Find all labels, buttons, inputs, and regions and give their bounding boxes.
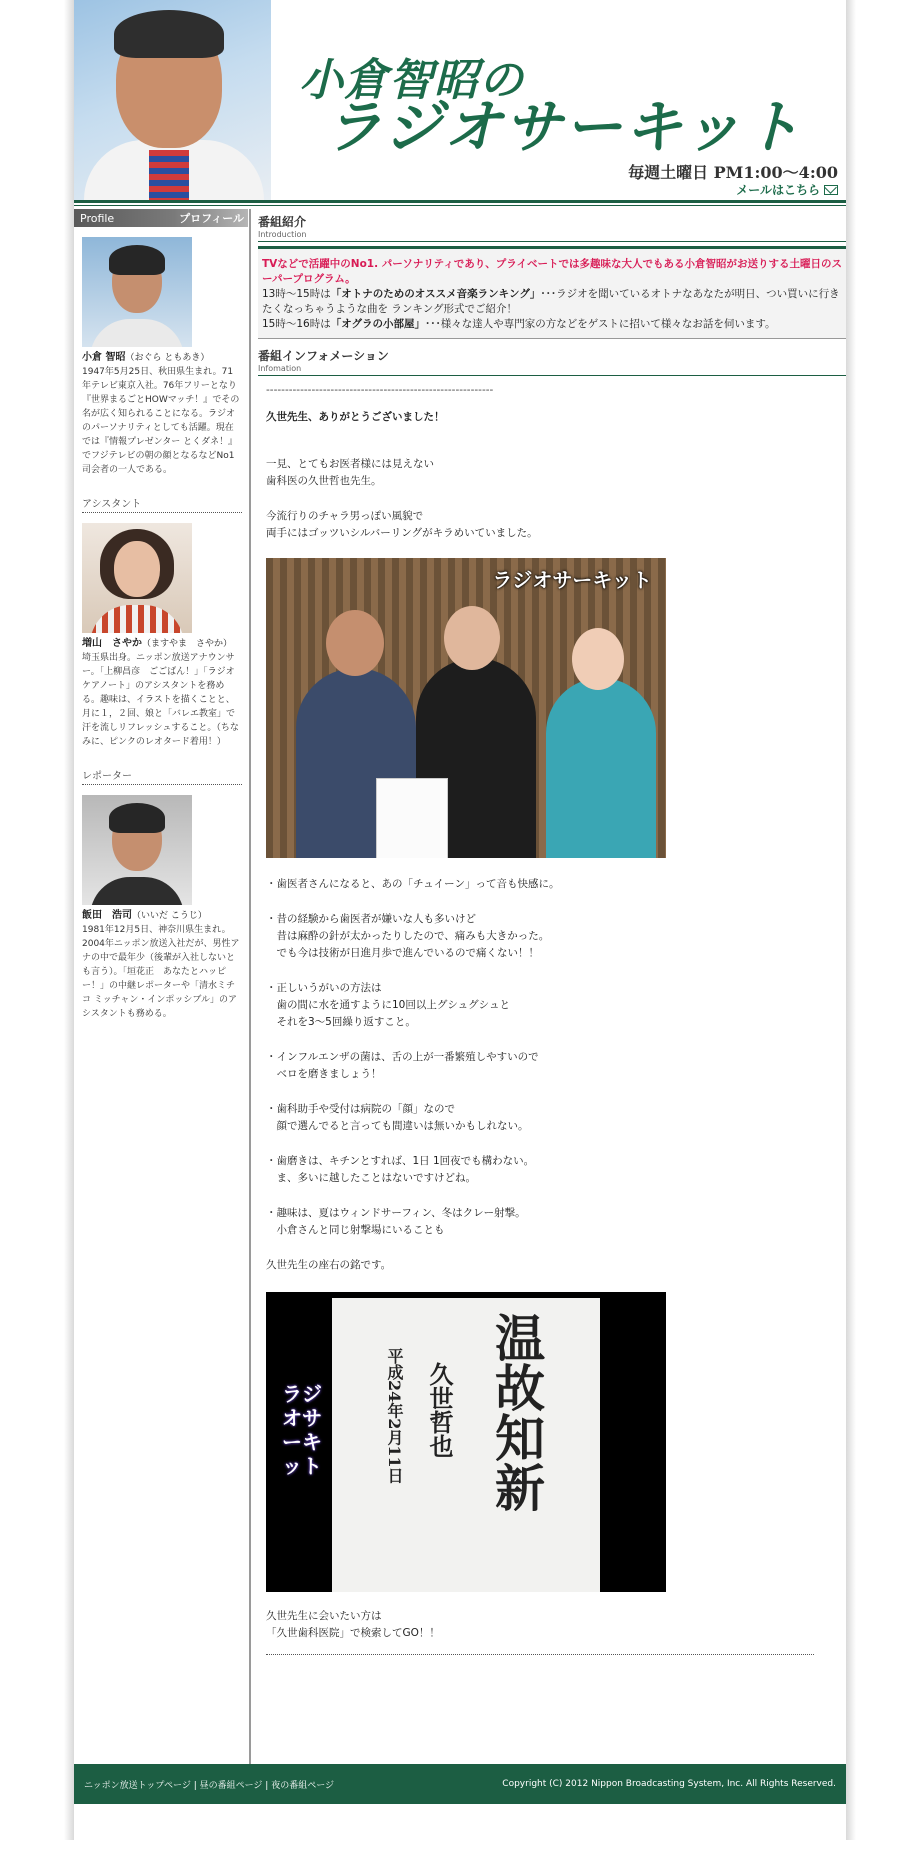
broadcast-schedule: 毎週土曜日 PM1:00～4:00 (628, 163, 838, 182)
reporter-section (74, 749, 248, 785)
page-shadow-left (64, 0, 74, 1840)
info-article (258, 376, 846, 1655)
calligraphy-date: 平成24年2月11日 (385, 1348, 404, 1484)
host-header-photo (74, 0, 271, 202)
bullet-7: ・趣味は、夏はウィンドサーフィン、冬はクレー射撃。 小倉さんと同じ射撃場にいることも (266, 1207, 526, 1236)
assistant-portrait (82, 523, 192, 633)
footer-links: ニッポン放送トップページ | 昼の番組ページ | 夜の番組ページ (84, 1780, 335, 1791)
assistant-bio: 埼玉県出身。ニッポン放送アナウンサー。「上柳昌彦 ごごばん！」「ラジオケアノート」のアシスタントを務める。趣味は、イラストを描くことと、月に１，２回、娘と「バレエ教室」で汗を流しリフレッシュすること。（ちなみに、ピンクのレオタード着用！） (82, 653, 239, 747)
motto-intro: 久世先生の座右の銘です。 (266, 1259, 392, 1271)
mail-icon[interactable] (824, 185, 838, 195)
main-content (258, 209, 846, 1655)
dash-separator: ------------------------------------------------------------ (266, 384, 494, 396)
program-title-line1: 小倉智昭の (299, 55, 524, 106)
host-portrait (82, 237, 192, 347)
page-shadow-right (846, 0, 856, 1840)
photo1-logo: ラジオサーキット (492, 568, 652, 592)
reporter-portrait (82, 795, 192, 905)
profile-label-jp: プロフィール (179, 212, 244, 225)
info-heading (258, 343, 846, 376)
copyright: Copyright (C) 2012 Nippon Broadcasting System, Inc. All Rights Reserved. (502, 1779, 836, 1789)
footer (74, 1764, 846, 1804)
page (74, 0, 846, 1855)
reporter-name (82, 909, 242, 923)
bullet-2: ・昔の経験から歯医者が嫌いな人も多いけど 昔は麻酔の針が太かったりしたので、痛みも大きかった。 でも今は技術が日進月歩で進んでいるので痛くない！！ (266, 913, 550, 959)
profile-header (74, 209, 248, 227)
calligraphy-photo (266, 1292, 666, 1592)
article-headline: 久世先生、ありがとうございました！ (266, 411, 445, 423)
assistant-profile (74, 513, 248, 749)
assistant-label: アシスタント (82, 499, 142, 510)
header (74, 0, 846, 205)
assistant-section (74, 477, 248, 513)
bullet-5: ・歯科助手や受付は病院の「顔」なので 顔で選んでると言っても間違いは無いかもしれない。 (266, 1103, 529, 1132)
profile-label-en: Profile (80, 211, 115, 225)
reporter-name-text: 飯田 浩司 (82, 910, 132, 921)
intro-heading-jp: 番組紹介 (258, 215, 307, 229)
footer-link-night[interactable]: 夜の番組ページ (271, 1780, 335, 1791)
host-bio: 1947年5月25日、秋田県生まれ。71年テレビ東京入社。76年フリーとなり『世界まるごとHOWマッチ！』でその名が広く知られることになる。ラジオのパーソナリティとしても活躍。現在では『情報プレゼンター とくダネ！』でフジテレビの朝の顔となるなどNo1司会者の一人である。 (82, 367, 240, 475)
bullet-4: ・インフルエンザの菌は、舌の上が一番繁殖しやすいので ベロを磨きましょう！ (266, 1051, 539, 1080)
info-heading-jp: 番組インフォメーション (258, 349, 389, 363)
header-divider (74, 200, 846, 203)
program-title-line2: ラジオサーキット (324, 93, 803, 161)
calligraphy-main: 温故知新 (487, 1312, 546, 1512)
assistant-name-text: 増山 さやか (82, 638, 142, 649)
assistant-name-kana: （ますやま さやか） (142, 639, 233, 649)
host-profile (74, 227, 248, 477)
header-divider-thin (74, 205, 846, 206)
intro-heading-en: Introduction (258, 230, 307, 239)
photo2-logo: ラジオサーキット (282, 1382, 322, 1478)
bullet-3: ・正しいうがいの方法は 歯の間に水を通すように10回以上グシュグシュと それを3～5回繰り返すこと。 (266, 982, 510, 1028)
mail-link[interactable] (736, 181, 838, 198)
intro-box (258, 246, 846, 339)
intro-line-1: 13時～15時は「オトナのためのオススメ音楽ランキング」･･･ラジオを聞いているオトナなあなたが明日、つい買いに行きたくなっちゃうような曲を ランキング形式でご紹介！ (262, 288, 840, 315)
info-heading-en: Infomation (258, 364, 302, 373)
bullet-6: ・歯磨きは、キチンとすれば、1日 1回夜でも構わない。 ま、多いに越したことはないですけどね。 (266, 1155, 535, 1184)
reporter-label: レポーター (82, 771, 132, 782)
closing-note: 久世先生に会いたい方は 「久世歯科医院」で検索してGO！！ (266, 1610, 440, 1639)
footer-link-daytime[interactable]: 昼の番組ページ (199, 1780, 263, 1791)
intro-line-2: 15時～16時は「オグラの小部屋」･･･様々な達人や専門家の方などをゲストに招いて様々なお話を伺います。 (262, 318, 776, 330)
bullet-1: ・歯医者さんになると、あの「チュイーン」って音も快感に。 (266, 878, 560, 890)
intro-heading (258, 209, 846, 242)
host-name-kana: （おぐら ともあき） (125, 353, 210, 363)
reporter-bio: 1981年12月5日、神奈川県生まれ。2004年ニッポン放送入社だが、男性アナの中で最年少（後輩が入社しないとも言う）。「垣花正 あなたとハッピー！」の中継レポーターや「清水ミチコ ミッチャン・インポッシブル」のアシスタントも務める。 (82, 925, 240, 1019)
article-paragraph-2: 今流行りのチャラ男っぽい風貌で 両手にはゴッツいシルバーリングがキラめいていました。 (266, 510, 538, 539)
calligraphy-signature: 久世哲也 (425, 1362, 454, 1458)
reporter-profile (74, 785, 248, 1021)
footer-link-top[interactable]: ニッポン放送トップページ (84, 1780, 191, 1791)
host-name-text: 小倉 智昭 (82, 352, 126, 363)
reporter-name-kana: （いいだ こうじ） (132, 911, 207, 921)
intro-lead: TVなどで活躍中のNo1. パーソナリティであり、プライベートでは多趣味な大人でもある小倉智昭がお送りする土曜日のスーパープログラム。 (262, 258, 842, 285)
guest-group-photo (266, 558, 666, 858)
article-paragraph-1: 一見、とてもお医者様には見えない 歯科医の久世哲也先生。 (266, 458, 434, 487)
bottom-dotted-rule (266, 1654, 814, 1655)
sidebar-divider (249, 209, 251, 1764)
sidebar (74, 209, 248, 1021)
host-name (82, 351, 242, 365)
assistant-name (82, 637, 242, 651)
mail-link-label[interactable]: メールはこちら (736, 183, 820, 197)
